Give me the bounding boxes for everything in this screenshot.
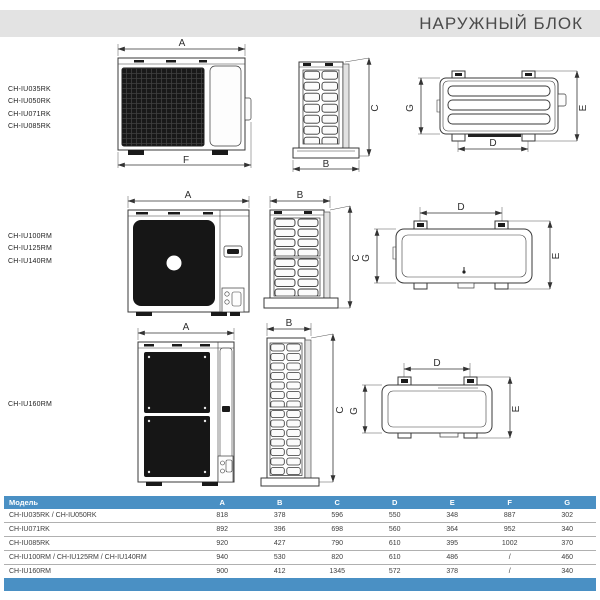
cell: 340 bbox=[538, 565, 596, 579]
cell: 530 bbox=[251, 551, 309, 565]
cell: 892 bbox=[193, 523, 251, 537]
dim-label-d: D bbox=[433, 358, 441, 369]
cell: 370 bbox=[538, 537, 596, 551]
unit-body bbox=[128, 210, 249, 316]
model-label: CH-IU050RK bbox=[8, 98, 51, 106]
cell: 596 bbox=[308, 509, 366, 523]
cell-model: CH-IU160RM bbox=[4, 565, 193, 579]
model-label: CH-IU085RK bbox=[8, 122, 51, 130]
cell: 378 bbox=[423, 565, 481, 579]
unit-body bbox=[261, 338, 319, 486]
column-header-a: A bbox=[193, 496, 251, 509]
table-header-row bbox=[4, 496, 596, 509]
cell-model: CH-IU100RM / CH-IU125RM / CH-IU140RM bbox=[4, 551, 193, 565]
dimension-d bbox=[404, 358, 470, 381]
dim-label-g: G bbox=[361, 254, 372, 262]
dim-label-e: E bbox=[578, 104, 589, 112]
cell: 427 bbox=[251, 537, 309, 551]
dimension-b bbox=[293, 159, 359, 172]
dim-label-f: F bbox=[182, 155, 190, 166]
dim-label-e: E bbox=[551, 252, 562, 260]
table-row bbox=[4, 565, 596, 579]
dimension-a bbox=[118, 38, 245, 56]
cell: 952 bbox=[481, 523, 539, 537]
unit-body bbox=[138, 342, 234, 486]
cell: 396 bbox=[251, 523, 309, 537]
cell: 1345 bbox=[308, 565, 366, 579]
top-view-rk bbox=[406, 56, 591, 156]
column-header-model: Модель bbox=[4, 496, 193, 509]
dimension-b bbox=[270, 190, 330, 208]
cell-model: CH-IU071RK bbox=[4, 523, 193, 537]
footer-accent-bar bbox=[4, 578, 596, 591]
dim-label-b: B bbox=[296, 190, 304, 201]
column-header-c: C bbox=[308, 496, 366, 509]
dimension-a bbox=[138, 322, 234, 340]
dim-label-a: A bbox=[178, 38, 186, 49]
dimension-d bbox=[458, 138, 528, 152]
cell: 550 bbox=[366, 509, 424, 523]
model-label: CH-IU100RM bbox=[8, 233, 53, 240]
unit-body bbox=[437, 71, 566, 141]
cell: 340 bbox=[538, 523, 596, 537]
cell: 364 bbox=[423, 523, 481, 537]
dimension-c bbox=[345, 58, 381, 156]
cell: 698 bbox=[308, 523, 366, 537]
dim-label-d: D bbox=[457, 202, 465, 213]
model-list-rm bbox=[8, 231, 52, 268]
dimension-d bbox=[420, 202, 502, 225]
dim-label-b: B bbox=[285, 318, 293, 329]
cell: 610 bbox=[366, 537, 424, 551]
dimension-a bbox=[128, 190, 249, 208]
cell: 302 bbox=[538, 509, 596, 523]
cell: 412 bbox=[251, 565, 309, 579]
cell-model: CH-IU085RK bbox=[4, 537, 193, 551]
cell: 920 bbox=[193, 537, 251, 551]
cell: 378 bbox=[251, 509, 309, 523]
page-title: НАРУЖНЫЙ БЛОК bbox=[419, 14, 583, 33]
column-header-b: B bbox=[251, 496, 309, 509]
front-view-rm160 bbox=[130, 322, 250, 490]
dim-label-g: G bbox=[349, 407, 360, 415]
dimension-c bbox=[330, 206, 362, 308]
model-list-rk bbox=[8, 84, 51, 133]
model-label: CH-IU071RK bbox=[8, 110, 51, 118]
front-view-rm bbox=[116, 190, 261, 322]
cell: 790 bbox=[308, 537, 366, 551]
column-header-d: D bbox=[366, 496, 424, 509]
column-header-e: E bbox=[423, 496, 481, 509]
unit-body bbox=[393, 221, 532, 289]
model-list-rm160 bbox=[8, 399, 52, 411]
unit-body bbox=[264, 210, 338, 308]
dimension-g bbox=[349, 385, 382, 433]
dim-label-c: C bbox=[351, 254, 362, 262]
cell: 486 bbox=[423, 551, 481, 565]
cell: 887 bbox=[481, 509, 539, 523]
dim-label-a: A bbox=[184, 190, 192, 201]
cell: 1002 bbox=[481, 537, 539, 551]
cell: 820 bbox=[308, 551, 366, 565]
table-row bbox=[4, 509, 596, 523]
table-row bbox=[4, 537, 596, 551]
model-label: CH-IU035RK bbox=[8, 86, 51, 93]
cell: 610 bbox=[366, 551, 424, 565]
table-row bbox=[4, 551, 596, 565]
column-header-f: F bbox=[481, 496, 539, 509]
dim-label-b: B bbox=[322, 159, 330, 170]
dim-label-g: G bbox=[405, 104, 416, 112]
dim-label-c: C bbox=[335, 406, 346, 414]
dimension-b bbox=[267, 318, 311, 336]
side-view-rm bbox=[258, 192, 363, 322]
dim-label-d: D bbox=[489, 138, 497, 149]
model-label: CH-IU160RM bbox=[8, 401, 53, 408]
dim-label-c: C bbox=[370, 104, 381, 112]
dim-label-a: A bbox=[182, 322, 190, 333]
cell-model: CH-IU035RK / CH-IU050RK bbox=[4, 509, 193, 523]
top-view-rm160 bbox=[349, 355, 527, 463]
cell: 818 bbox=[193, 509, 251, 523]
table-row bbox=[4, 523, 596, 537]
side-view-rk bbox=[283, 42, 383, 180]
dimension-g bbox=[361, 229, 396, 283]
cell: / bbox=[481, 565, 539, 579]
unit-body bbox=[118, 58, 251, 155]
model-label: CH-IU140RM bbox=[8, 257, 53, 265]
side-view-rm160 bbox=[253, 318, 358, 490]
cell: 940 bbox=[193, 551, 251, 565]
cell: 395 bbox=[423, 537, 481, 551]
cell: 900 bbox=[193, 565, 251, 579]
front-view-rk bbox=[104, 36, 259, 176]
dimension-g bbox=[405, 78, 440, 134]
cell: 572 bbox=[366, 565, 424, 579]
cell: / bbox=[481, 551, 539, 565]
dim-label-e: E bbox=[511, 405, 522, 413]
top-view-rm bbox=[362, 201, 567, 303]
model-label: CH-IU125RM bbox=[8, 245, 53, 253]
dimension-c bbox=[311, 334, 346, 482]
unit-body bbox=[382, 377, 492, 438]
column-header-g: G bbox=[538, 496, 596, 509]
dimensions-table bbox=[4, 496, 596, 579]
cell: 560 bbox=[366, 523, 424, 537]
title-band bbox=[0, 10, 600, 37]
unit-body bbox=[293, 62, 359, 158]
cell: 348 bbox=[423, 509, 481, 523]
cell: 460 bbox=[538, 551, 596, 565]
